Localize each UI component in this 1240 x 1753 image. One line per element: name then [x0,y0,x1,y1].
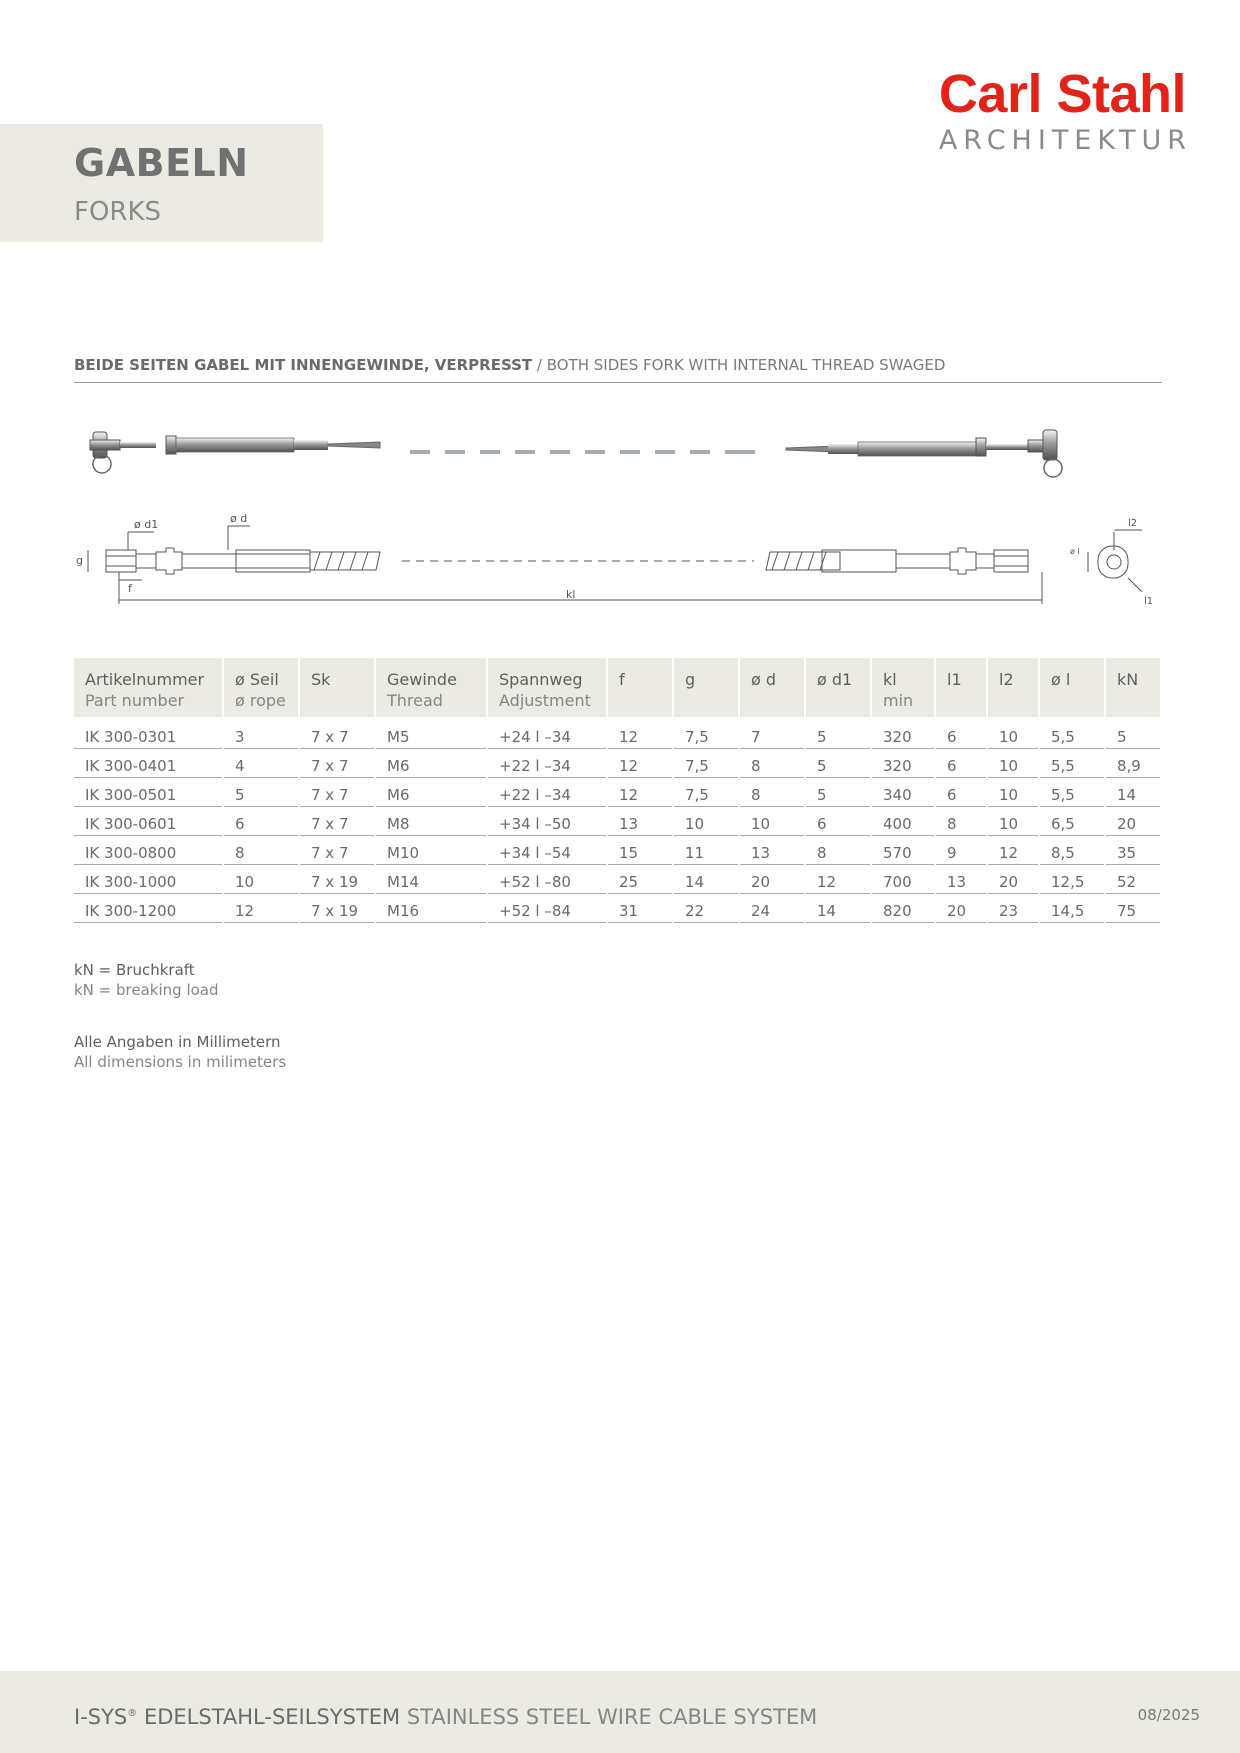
header-label: f [619,670,625,689]
table-cell: IK 300-0301 [74,717,222,749]
table-cell: 700 [872,865,934,894]
page-subtitle: FORKS [74,197,162,227]
right-fork-icon [786,430,1062,477]
header-d1 [806,658,870,717]
left-fork-icon [90,432,380,473]
table-cell: 7 x 7 [300,807,374,836]
header-l2 [988,658,1038,717]
table-cell: 22 [674,894,738,923]
footer-product-prefix: I-SYS [74,1705,128,1729]
table-cell: M16 [376,894,486,923]
section-heading [74,354,1162,383]
table-cell: IK 300-1200 [74,894,222,923]
table-cell: 400 [872,807,934,836]
header-label: Gewinde [387,670,457,689]
table-cell: 14 [806,894,870,923]
table-cell: 20 [740,865,804,894]
table-cell: 320 [872,717,934,749]
table-cell: 14,5 [1040,894,1104,923]
table-cell: 5 [806,778,870,807]
table-cell: IK 300-0800 [74,836,222,865]
table-cell: 8 [936,807,986,836]
table-cell: 7 x 19 [300,865,374,894]
table-row [74,865,1160,894]
label-d: ø d [230,512,248,525]
table-cell: M14 [376,865,486,894]
header-label: ø rope [235,691,286,710]
footer-product-de: EDELSTAHL-SEILSYSTEM [137,1705,401,1729]
table-cell: 7,5 [674,749,738,778]
table-cell: +22 l –34 [488,749,606,778]
label-l2: l2 [1128,518,1138,529]
table-cell: 6 [936,717,986,749]
label-f: f [128,582,132,595]
table-row [74,836,1160,865]
label-d1: ø d1 [134,518,159,531]
table-cell: 14 [674,865,738,894]
product-photo [88,418,1088,488]
table-cell: 340 [872,778,934,807]
table-cell: 13 [740,836,804,865]
table-cell: 20 [936,894,986,923]
table-row [74,807,1160,836]
table-cell: 23 [988,894,1038,923]
table-cell: 12 [608,717,672,749]
header-label: g [685,670,696,689]
table-row [74,778,1160,807]
table-cell: M8 [376,807,486,836]
table-cell: 75 [1106,894,1160,923]
table-cell: 6 [936,778,986,807]
header-adjustment [488,658,606,717]
table-cell: 7,5 [674,717,738,749]
brand-logo [938,62,1192,156]
table-cell: 5 [806,749,870,778]
table-cell: 7 [740,717,804,749]
table-cell: +52 l –84 [488,894,606,923]
table-cell: 820 [872,894,934,923]
table-cell: IK 300-0501 [74,778,222,807]
header-label: kl [883,670,897,689]
table-cell: 15 [608,836,672,865]
label-kl: kl [566,588,576,601]
section-heading-de: BEIDE SEITEN GABEL MIT INNENGEWINDE, VERPRESST [74,356,533,374]
table-cell: M6 [376,749,486,778]
table-row [74,894,1160,923]
table-cell: 10 [988,807,1038,836]
header-label: Spannweg [499,670,583,689]
table-cell: 6 [806,807,870,836]
table-cell: 24 [740,894,804,923]
header-f [608,658,672,717]
table-cell: M5 [376,717,486,749]
table-cell: 570 [872,836,934,865]
registered-mark: ® [127,1708,138,1719]
label-l1: l1 [1144,596,1154,607]
header-l [1040,658,1104,717]
table-cell: 8,9 [1106,749,1160,778]
table-cell: +34 l –50 [488,807,606,836]
table-cell: 12 [608,778,672,807]
table-cell: 12 [988,836,1038,865]
table-cell: 20 [988,865,1038,894]
header-label: ø d1 [817,670,853,689]
table-cell: 10 [988,778,1038,807]
table-cell: 14 [1106,778,1160,807]
header-label: ø Seil [235,670,279,689]
header-label: Part number [85,691,185,710]
table-cell: M10 [376,836,486,865]
header-kn [1106,658,1160,717]
note-dimensions-en: All dimensions in milimeters [74,1053,287,1071]
label-l: ø l [1070,547,1080,556]
table-cell: 3 [224,717,298,749]
table-row [74,749,1160,778]
header-label: ø d [751,670,777,689]
header-label: min [883,691,914,710]
header-label: l1 [947,670,962,689]
header-g [674,658,738,717]
footer-product-line [74,1700,817,1731]
header-label: Artikelnummer [85,670,205,689]
table-cell: 7 x 19 [300,894,374,923]
footer-product-en: STAINLESS STEEL WIRE CABLE SYSTEM [400,1705,818,1729]
table-cell: 5,5 [1040,717,1104,749]
table-cell: 8 [806,836,870,865]
label-g: g [76,554,83,567]
table-cell: 25 [608,865,672,894]
table-cell: 7 x 7 [300,836,374,865]
header-label: Thread [387,691,443,710]
table-header-row [74,658,1160,717]
header-label: l2 [999,670,1014,689]
table-cell: +24 l –34 [488,717,606,749]
table-row [74,717,1160,749]
table-cell: 31 [608,894,672,923]
table-cell: 7 x 7 [300,778,374,807]
table-cell: 13 [608,807,672,836]
table-cell: 12 [608,749,672,778]
table-cell: 7 x 7 [300,717,374,749]
table-cell: +22 l –34 [488,778,606,807]
note-breaking-load [74,960,219,1000]
table-cell: 5 [806,717,870,749]
header-label: kN [1117,670,1139,689]
table-cell: 6,5 [1040,807,1104,836]
section-heading-en: BOTH SIDES FORK WITH INTERNAL THREAD SWAGED [546,356,946,374]
table-cell: 35 [1106,836,1160,865]
table-cell: 13 [936,865,986,894]
table-cell: 20 [1106,807,1160,836]
table-cell: 8,5 [1040,836,1104,865]
header-label: Sk [311,670,331,689]
table-cell: 8 [224,836,298,865]
table-cell: 11 [674,836,738,865]
note-breaking-load-de: kN = Bruchkraft [74,961,195,979]
table-cell: 5,5 [1040,749,1104,778]
table-cell: 5 [224,778,298,807]
table-cell: M6 [376,778,486,807]
table-cell: 10 [988,717,1038,749]
header-part-number [74,658,222,717]
header-thread [376,658,486,717]
page-title: GABELN [74,141,249,185]
table-cell: 10 [988,749,1038,778]
table-cell: IK 300-1000 [74,865,222,894]
table-cell: 10 [674,807,738,836]
table-cell: 5 [1106,717,1160,749]
technical-drawing [74,512,1174,618]
table-cell: 8 [740,778,804,807]
brand-name: Carl Stahl [938,64,1186,124]
table-cell: 7 x 7 [300,749,374,778]
header-label: Adjustment [499,691,591,710]
table-cell: 8 [740,749,804,778]
table-cell: 10 [224,865,298,894]
table-cell: 12 [224,894,298,923]
header-rope [224,658,298,717]
note-dimensions [74,1032,286,1072]
table-cell: 12 [806,865,870,894]
spec-table [72,658,1162,923]
table-cell: 4 [224,749,298,778]
table-cell: 6 [224,807,298,836]
header-d [740,658,804,717]
header-kl [872,658,934,717]
table-cell: +34 l –54 [488,836,606,865]
header-label: ø l [1051,670,1071,689]
table-cell: 7,5 [674,778,738,807]
table-cell: IK 300-0601 [74,807,222,836]
footer-date: 08/2025 [1137,1706,1200,1724]
table-cell: 12,5 [1040,865,1104,894]
table-cell: 9 [936,836,986,865]
table-cell: 6 [936,749,986,778]
table-cell: 5,5 [1040,778,1104,807]
header-l1 [936,658,986,717]
note-dimensions-de: Alle Angaben in Millimetern [74,1033,281,1051]
table-cell: +52 l –80 [488,865,606,894]
table-cell: IK 300-0401 [74,749,222,778]
section-heading-separator: / [532,356,547,374]
table-cell: 10 [740,807,804,836]
header-sk [300,658,374,717]
table-cell: 52 [1106,865,1160,894]
note-breaking-load-en: kN = breaking load [74,981,219,999]
brand-division: ARCHITEKTUR [938,125,1192,156]
table-cell: 320 [872,749,934,778]
